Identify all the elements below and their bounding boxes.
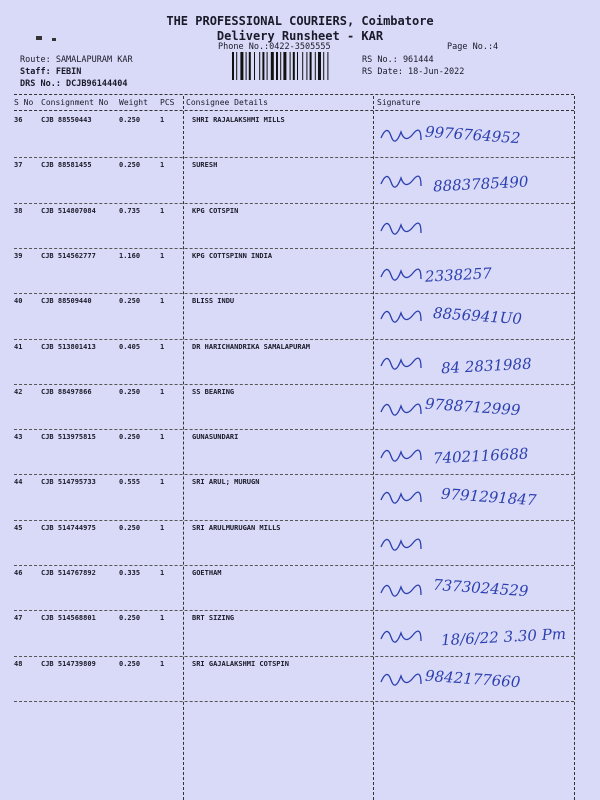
cell-consignment: CJB 88509440 xyxy=(41,297,92,306)
cell-consignment: CJB 514739809 xyxy=(41,659,96,668)
cell-consignment: CJB 514795733 xyxy=(41,478,96,487)
signature-scribble xyxy=(375,437,425,473)
signature xyxy=(375,662,575,704)
cell-consignment: CJB 88581455 xyxy=(41,161,92,170)
cell-weight: 0.250 xyxy=(119,297,141,306)
cell-pcs: 1 xyxy=(160,161,165,170)
cell-weight: 0.555 xyxy=(119,478,141,487)
signature xyxy=(375,571,575,613)
signature xyxy=(375,390,575,432)
signature-text: 8856941U0 xyxy=(432,304,523,329)
cell-weight: 0.250 xyxy=(119,523,141,532)
cell-consignment: CJB 513975815 xyxy=(41,433,96,442)
rs-date: RS Date: 18-Jun-2022 xyxy=(362,67,465,77)
cell-consignee: BRT SIZING xyxy=(192,614,235,623)
cell-consignment: CJB 514562777 xyxy=(41,251,96,260)
drs-number: DRS No.: DCJB96144404 xyxy=(20,79,128,89)
cell-sno: 42 xyxy=(14,387,23,396)
cell-pcs: 1 xyxy=(160,614,165,623)
header-divider-bottom xyxy=(14,110,574,111)
cell-pcs: 1 xyxy=(160,206,165,215)
cell-weight: 0.250 xyxy=(119,161,141,170)
cell-pcs: 1 xyxy=(160,569,165,577)
barcode-icon xyxy=(230,52,348,80)
column-header-signature: Signature xyxy=(377,98,421,107)
cell-weight: 0.735 xyxy=(119,206,141,215)
cell-pcs: 1 xyxy=(160,342,165,351)
header-divider-top xyxy=(14,94,574,95)
rs-number: RS No.: 961444 xyxy=(362,55,434,65)
signature xyxy=(375,254,575,296)
cell-sno: 47 xyxy=(14,614,23,623)
cell-pcs: 1 xyxy=(160,433,165,442)
signature xyxy=(375,435,575,477)
cell-pcs: 1 xyxy=(160,387,165,396)
cell-consignee: GOETHAM xyxy=(192,569,222,577)
cell-pcs: 1 xyxy=(160,478,165,487)
cell-consignee: DR HARICHANDRIKA SAMALAPURAM xyxy=(192,342,311,351)
column-header-weight: Weight xyxy=(119,98,148,107)
signature-scribble xyxy=(375,392,425,428)
signature-text: 7402116688 xyxy=(432,444,529,468)
signature-scribble xyxy=(375,211,425,247)
signature xyxy=(375,526,575,568)
signature xyxy=(375,118,575,160)
signature-text: 9842177660 xyxy=(424,666,521,691)
cell-consignee: SRI ARULMURUGAN MILLS xyxy=(192,523,281,532)
cell-sno: 39 xyxy=(14,251,23,260)
cell-sno: 37 xyxy=(14,161,23,170)
column-header-sno: S No xyxy=(14,98,34,107)
signature-scribble xyxy=(375,256,425,292)
cell-weight: 1.160 xyxy=(119,251,141,260)
cell-sno: 38 xyxy=(14,206,23,215)
signature-scribble xyxy=(375,120,425,156)
cell-sno: 46 xyxy=(14,569,23,577)
cell-weight: 0.250 xyxy=(119,433,141,442)
signature-scribble xyxy=(375,301,425,337)
cell-consignee: SURESH xyxy=(192,161,218,170)
signature-text: 8883785490 xyxy=(432,172,529,196)
cell-consignment: CJB 514744975 xyxy=(41,523,96,532)
signature-scribble xyxy=(375,618,425,654)
cell-consignee: SHRI RAJALAKSHMI MILLS xyxy=(192,116,285,124)
signature-scribble xyxy=(375,347,425,383)
cell-weight: 0.405 xyxy=(119,342,141,351)
page-number: Page No.:4 xyxy=(447,42,499,52)
cell-sno: 44 xyxy=(14,478,23,487)
signature xyxy=(375,163,575,205)
cell-consignee: SRI GAJALAKSHMI COTSPIN xyxy=(192,659,289,668)
signature xyxy=(375,209,575,251)
signature-scribble xyxy=(375,482,425,518)
company-title: THE PROFESSIONAL COURIERS, Coimbatore xyxy=(166,14,434,28)
column-header-consignment: Consignment No xyxy=(41,98,109,107)
column-header-consignee: Consignee Details xyxy=(186,98,268,107)
cell-consignee: SS BEARING xyxy=(192,387,235,396)
signature-text: 9976764952 xyxy=(424,122,521,148)
signature-text: 9791291847 xyxy=(440,485,537,510)
signature xyxy=(375,616,575,658)
cell-consignment: CJB 88550443 xyxy=(41,116,92,124)
signature-scribble xyxy=(375,165,425,201)
phone-number: Phone No.:0422-3505555 xyxy=(218,42,331,52)
signature-text: 2338257 xyxy=(424,264,493,286)
cell-consignment: CJB 514568801 xyxy=(41,614,96,623)
runsheet-title: Delivery Runsheet - KAR xyxy=(216,29,384,43)
signature-text: 9788712999 xyxy=(424,394,521,420)
cell-consignee: KPG COTTSPINN INDIA xyxy=(192,251,273,260)
signature xyxy=(375,345,575,387)
cell-sno: 48 xyxy=(14,659,23,668)
cell-weight: 0.250 xyxy=(119,387,141,396)
signature-scribble xyxy=(375,664,425,700)
cell-consignment: CJB 514807084 xyxy=(41,206,96,215)
cell-consignee: BLISS INDU xyxy=(192,297,235,306)
cell-consignee: GUNASUNDARI xyxy=(192,433,239,442)
cell-weight: 0.250 xyxy=(119,116,141,124)
signature-text: 7373024529 xyxy=(432,575,529,601)
staff: Staff: FEBIN xyxy=(20,67,82,77)
cell-sno: 45 xyxy=(14,523,23,532)
cell-pcs: 1 xyxy=(160,523,165,532)
cell-consignee: KPG COTSPIN xyxy=(192,206,239,215)
cell-consignee: SRI ARUL; MURUGN xyxy=(192,478,260,487)
signature xyxy=(375,480,575,522)
cell-consignment: CJB 514767892 xyxy=(41,569,96,577)
cell-weight: 0.250 xyxy=(119,659,141,668)
cell-pcs: 1 xyxy=(160,116,165,124)
signature-text: 84 2831988 xyxy=(440,354,533,377)
cell-sno: 41 xyxy=(14,342,23,351)
signature-scribble xyxy=(375,573,425,609)
cell-pcs: 1 xyxy=(160,659,165,668)
cell-sno: 43 xyxy=(14,433,23,442)
cell-pcs: 1 xyxy=(160,297,165,306)
signature xyxy=(375,299,575,341)
column-header-pcs: PCS xyxy=(160,98,175,107)
cell-weight: 0.335 xyxy=(119,569,141,577)
signature-scribble xyxy=(375,528,425,564)
route: Route: SAMALAPURAM KAR xyxy=(20,55,133,65)
signature-text: 18/6/22 3.30 Pm xyxy=(440,625,567,650)
cell-consignment: CJB 513801413 xyxy=(41,342,96,351)
cell-consignment: CJB 88497866 xyxy=(41,387,92,396)
cell-weight: 0.250 xyxy=(119,614,141,623)
cell-sno: 40 xyxy=(14,297,23,306)
cell-pcs: 1 xyxy=(160,251,165,260)
cell-sno: 36 xyxy=(14,116,23,124)
